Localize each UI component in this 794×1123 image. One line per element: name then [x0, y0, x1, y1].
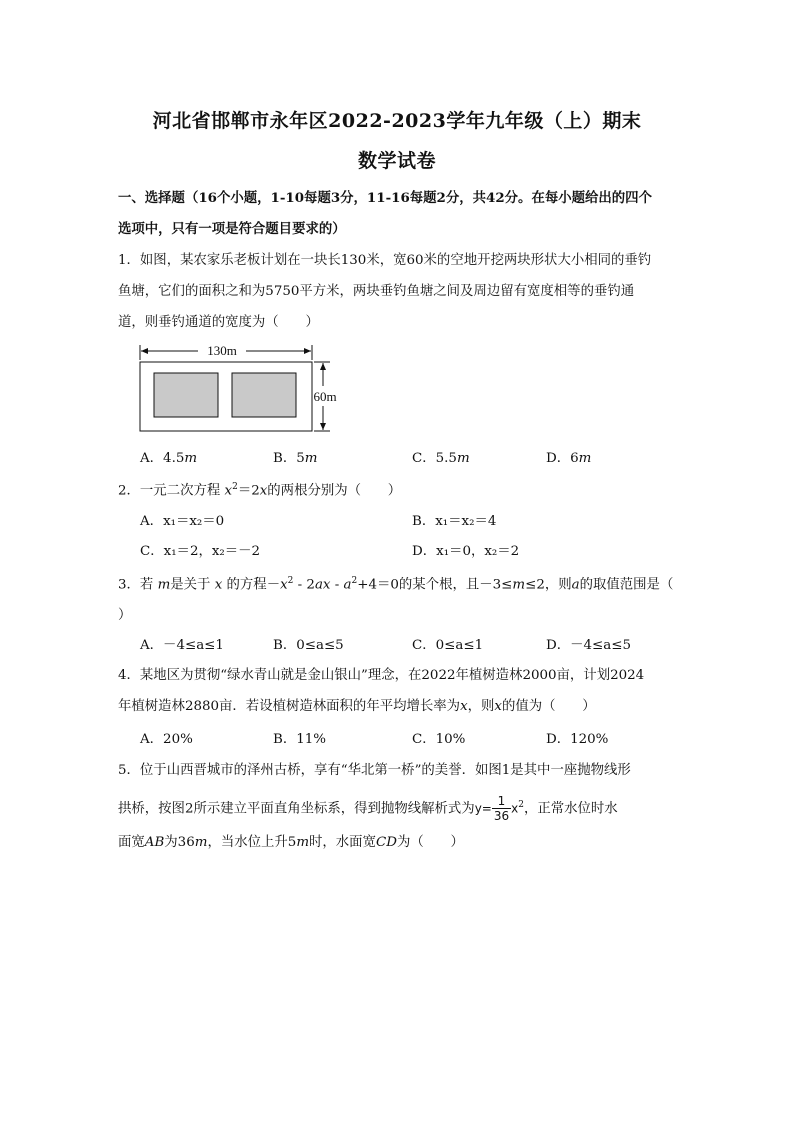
q5-line1: 5．位于山西晋城市的泽州古桥，享有“华北第一桥”的美誉．如图1是其中一座抛物线形	[118, 763, 631, 778]
exam-title-line2: 数学试卷	[357, 150, 436, 172]
q1-option-b: B．5m	[273, 451, 318, 466]
q2-option-b: B．x₁＝x₂＝4	[412, 514, 497, 529]
pond-left	[154, 373, 218, 417]
q2-option-c: C．x₁＝2，x₂＝－2	[140, 544, 261, 559]
question-3	[118, 566, 678, 631]
q4-line2: 年植树造林2880亩．若设植树造林面积的年平均增长率为x，则x的值为（ ）	[118, 699, 596, 714]
q4-options	[140, 728, 680, 748]
q1-option-c: C．5.5m	[412, 451, 470, 466]
q3-option-a: A．－4≤a≤1	[140, 638, 224, 653]
q2-option-d: D．x₁＝0，x₂＝2	[412, 544, 520, 559]
q2-options-row1	[140, 510, 680, 530]
width-label: 60m	[313, 389, 337, 404]
q1-option-d: D．6m	[546, 451, 592, 466]
q4-line1: 4．某地区为贯彻“绿水青山就是金山银山”理念，在2022年植树造林2000亩，计划2024	[118, 668, 645, 683]
section1-line1: 一、选择题（16个小题，1-10每题3分，11-16每题2分，共42分。在每小题给出的四个	[118, 190, 652, 206]
q4-option-a: A．20%	[140, 732, 193, 747]
q3-options	[140, 634, 680, 654]
q2-line1: 2．一元二次方程 $x^2=2x$的两根分别为（ ）	[118, 482, 402, 499]
q4-option-c: C．10%	[412, 732, 466, 747]
question-1	[118, 245, 678, 338]
pond-right	[232, 373, 296, 417]
q3-option-d: D．－4≤a≤5	[546, 638, 631, 653]
q1-line1: 1．如图，某农家乐老板计划在一块长130米，宽60米的空地开挖两块形状大小相同的垂钓	[118, 253, 652, 268]
q3-option-c: C．0≤a≤1	[412, 638, 484, 653]
q4-option-b: B．11%	[273, 732, 326, 747]
question-4	[118, 660, 678, 722]
q4-option-d: D．120%	[546, 732, 609, 747]
question-5	[118, 754, 678, 860]
q2-options-row2	[140, 540, 680, 560]
length-label: 130m	[207, 343, 237, 358]
q3-option-b: B．0≤a≤5	[273, 638, 344, 653]
q3-line1: 3．若 m是关于 x 的方程$-x^2 - 2ax - a^2+4=0$的某个根，且－3≤m≤2，则a的取值范围是（	[118, 576, 674, 593]
q5-fraction: $\frac{1}{36}$	[493, 794, 510, 824]
q1-options	[140, 447, 680, 467]
q1-line2: 鱼塘，它们的面积之和为5750平方米，两块垂钓鱼塘之间及周边留有宽度相等的垂钓通	[118, 284, 635, 299]
q1-line3: 道，则垂钓通道的宽度为（ ）	[118, 315, 319, 330]
section1-header	[118, 183, 678, 245]
question-2	[118, 472, 678, 506]
q5-line2: 拱桥，按图2所示建立平面直角坐标系，得到抛物线解析式为y= $\frac{1}{36}$ $x^2$，正常水位时水	[118, 794, 618, 824]
q5-line3: 面宽AB为36m，当水位上升5m时，水面宽CD为（ ）	[118, 835, 464, 851]
exam-title-line1: 河北省邯郸市永年区2022-2023学年九年级（上）期末	[152, 110, 642, 132]
q1-option-a: A．4.5m	[140, 451, 198, 466]
q3-line2: ）	[118, 608, 132, 624]
q1-figure	[134, 338, 354, 438]
width-dimension	[313, 362, 336, 431]
length-dimension	[140, 343, 312, 360]
q2-option-a: A．x₁＝x₂＝0	[140, 514, 225, 529]
section1-line2: 选项中，只有一项是符合题目要求的）	[118, 221, 346, 237]
